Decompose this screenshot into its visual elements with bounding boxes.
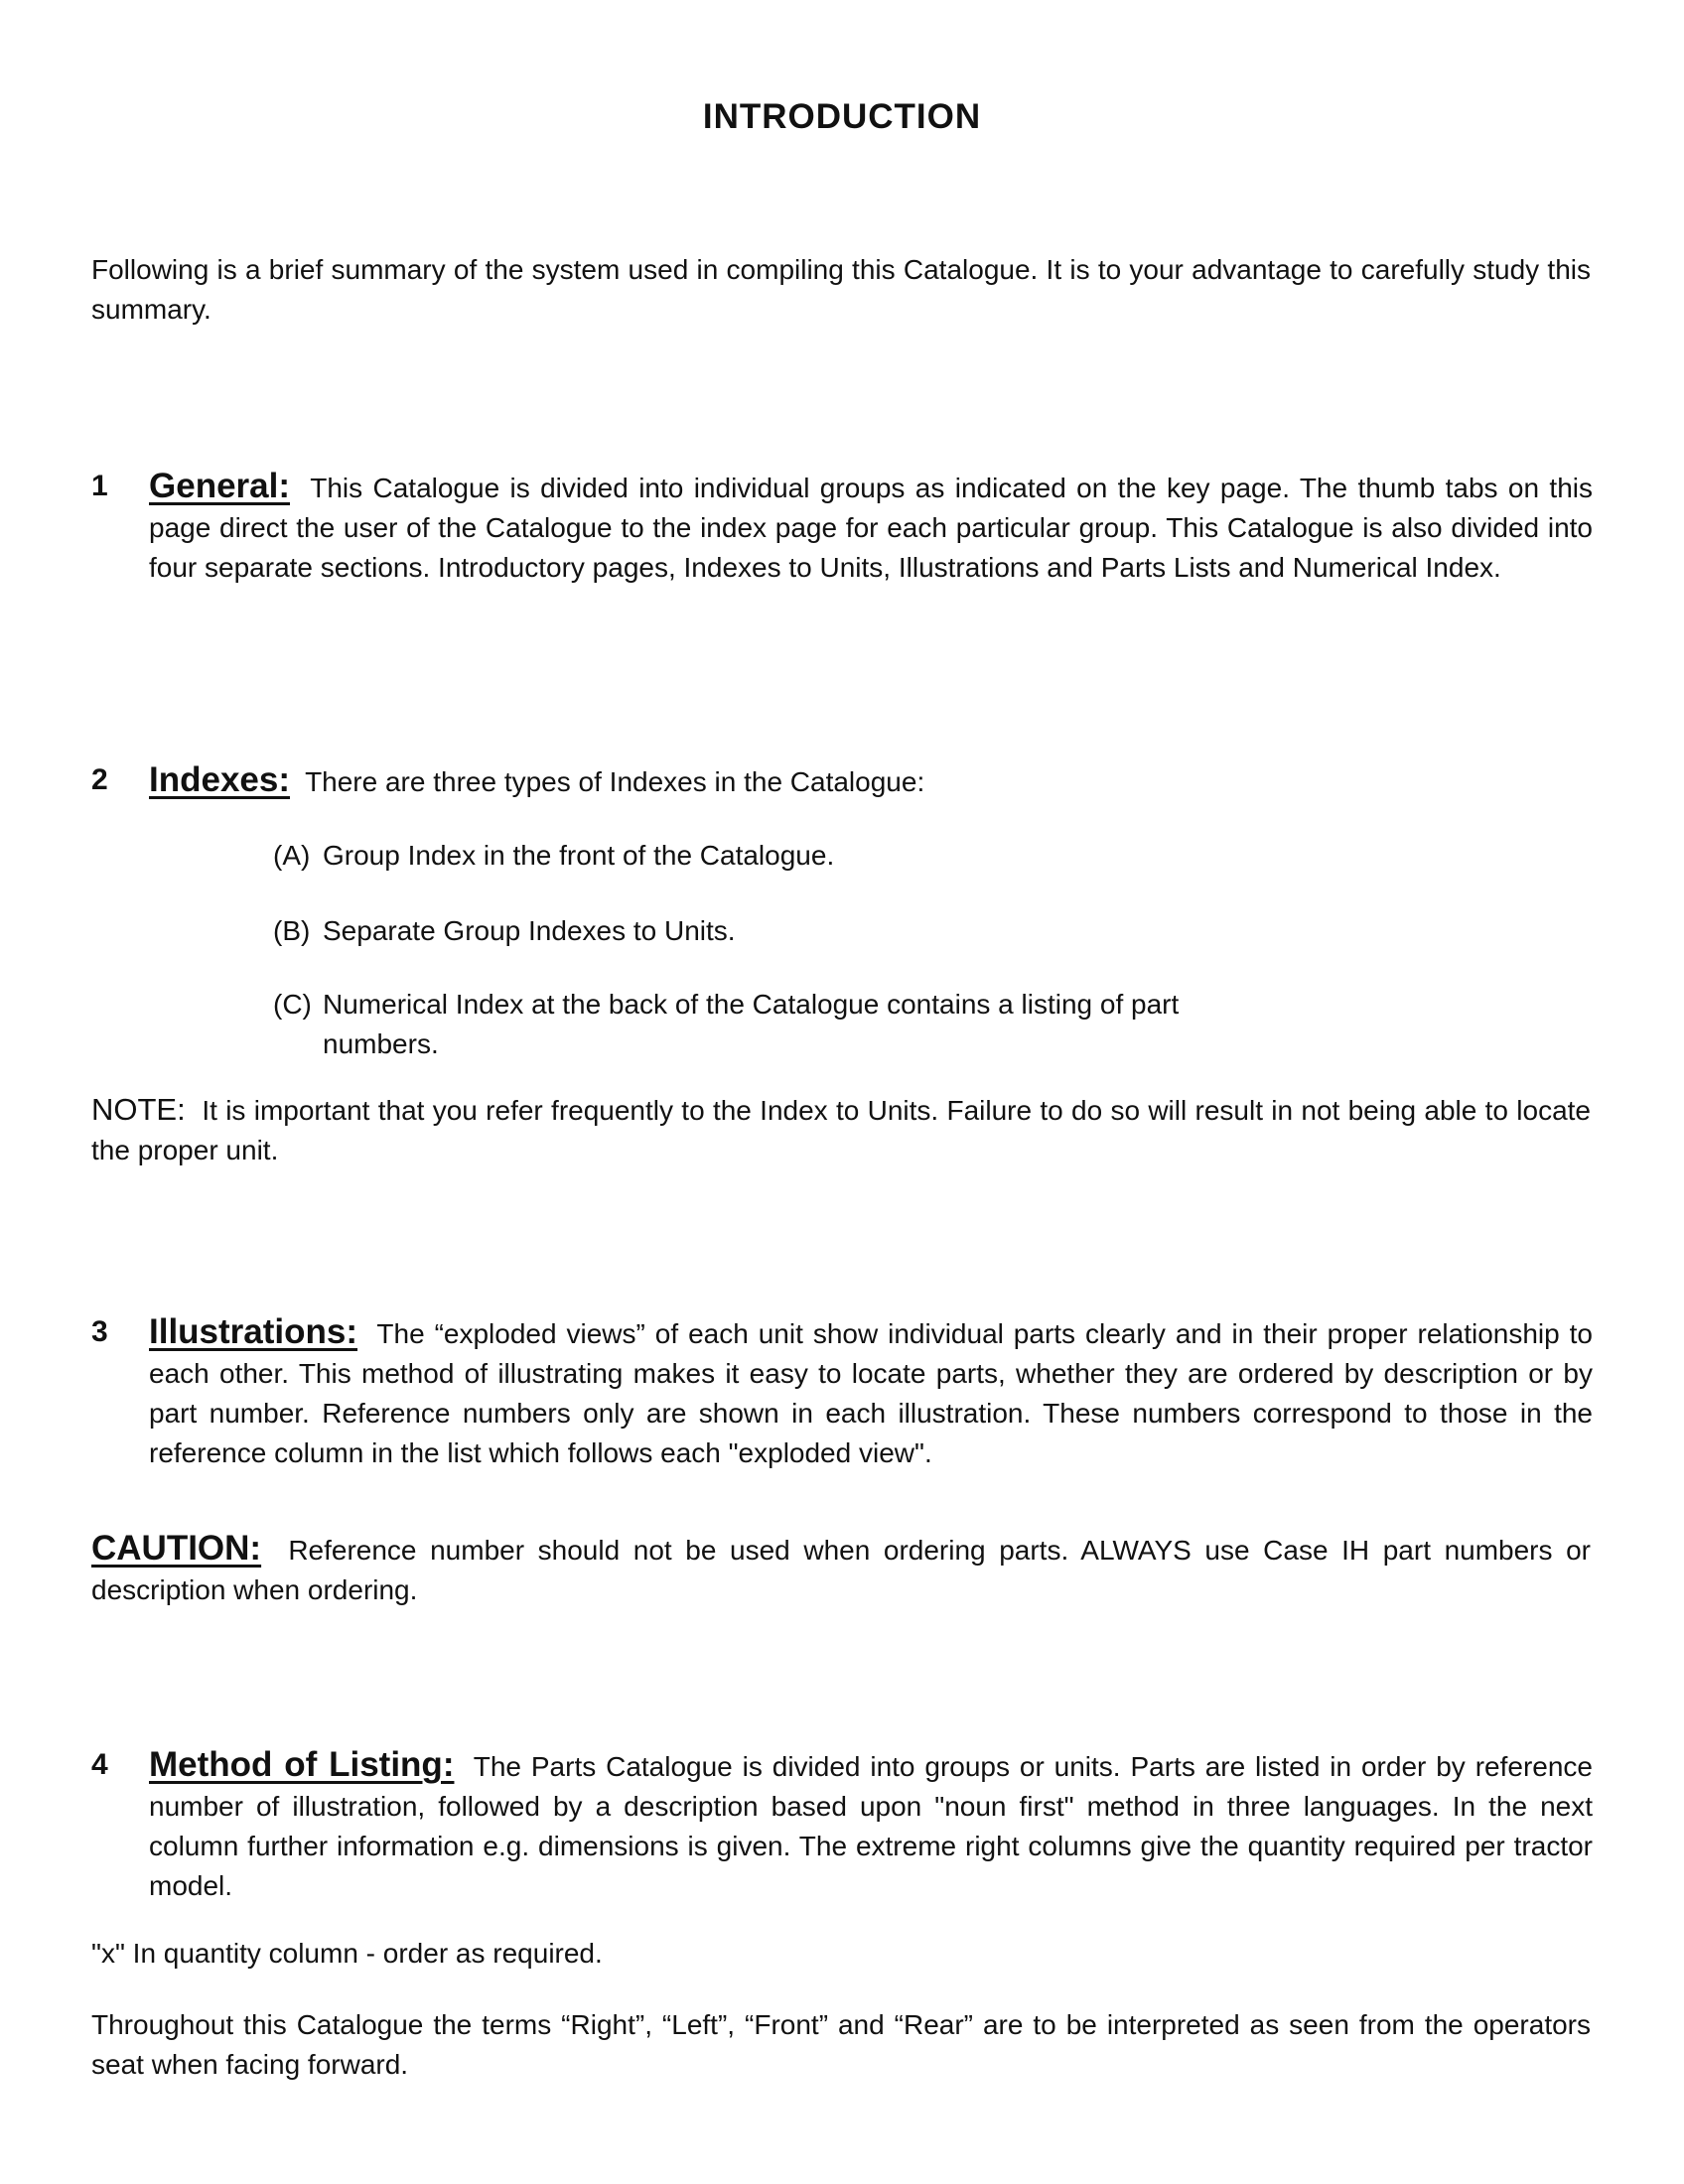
section-illustrations — [91, 1312, 1593, 1473]
section-indexes — [91, 760, 1593, 802]
intro-paragraph: Following is a brief summary of the system used in compiling this Catalogue. It is to your advantage to carefully study this summary. — [91, 254, 1591, 325]
section-text: The Parts Catalogue is divided into groups or units. Parts are listed in order by reference number of illustration, followed by a description based upon "noun first" method in three languages. In the next column further information e.g. dimensions is given. The extreme right columns give the quantity required per tractor model. — [149, 1751, 1593, 1901]
note-paragraph — [91, 1090, 1591, 1170]
note-text: It is important that you refer frequently to the Index to Units. Failure to do so will result in not being able to locate the proper unit. — [91, 1095, 1591, 1165]
list-item-letter: (C) — [273, 989, 312, 1020]
list-item-text: Numerical Index at the back of the Catalogue contains a listing of part — [323, 989, 1180, 1020]
section-number: 4 — [91, 1748, 108, 1781]
list-item-letter: (A) — [273, 840, 311, 871]
section-number: 3 — [91, 1315, 108, 1348]
section-method-of-listing — [91, 1745, 1593, 1906]
section-number: 2 — [91, 763, 108, 796]
page-title: INTRODUCTION — [702, 97, 982, 136]
caution-label: CAUTION: — [91, 1529, 262, 1568]
orientation-note: Throughout this Catalogue the terms “Right”, “Left”, “Front” and “Rear” are to be interpreted as seen from the operators seat when facing forward. — [91, 2009, 1591, 2080]
section-heading: Indexes: — [149, 760, 290, 799]
list-item — [273, 985, 1306, 1064]
section-number: 1 — [91, 470, 108, 502]
list-item — [273, 836, 1306, 876]
section-general — [91, 467, 1593, 588]
list-item — [273, 911, 1306, 951]
section-text: This Catalogue is divided into individual groups as indicated on the key page. The thumb tabs on this page direct the user of the Catalogue to the index page for each particular group. This Catalogue is also divided into four separate sections. Introductory pages, Indexes to Units, Illustrations and Parts Lists and Numerical Index. — [149, 473, 1593, 583]
list-item-letter: (B) — [273, 915, 311, 946]
caution-text: Reference number should not be used when ordering parts. ALWAYS use Case IH part numbers or description when ordering. — [91, 1535, 1592, 1605]
section-heading: General: — [149, 467, 290, 505]
caution-paragraph — [91, 1529, 1591, 1610]
list-item-text: Separate Group Indexes to Units. — [323, 915, 736, 946]
section-text: There are three types of Indexes in the Catalogue: — [305, 766, 925, 797]
section-heading: Illustrations: — [149, 1312, 358, 1351]
quantity-note: "x" In quantity column - order as required. — [91, 1938, 603, 1969]
list-item-continuation: numbers. — [323, 1028, 439, 1059]
note-label: NOTE: — [91, 1092, 186, 1127]
section-heading: Method of Listing: — [149, 1745, 455, 1784]
list-item-text: Group Index in the front of the Catalogue. — [323, 840, 835, 871]
section-text: The “exploded views” of each unit show individual parts clearly and in their proper relationship to each other. This method of illustrating makes it easy to locate parts, whether they are ordered by description or by part number. Reference numbers only are shown in each illustration. These numbers correspond to those in the reference column in the list which follows each "exploded view". — [149, 1318, 1593, 1468]
